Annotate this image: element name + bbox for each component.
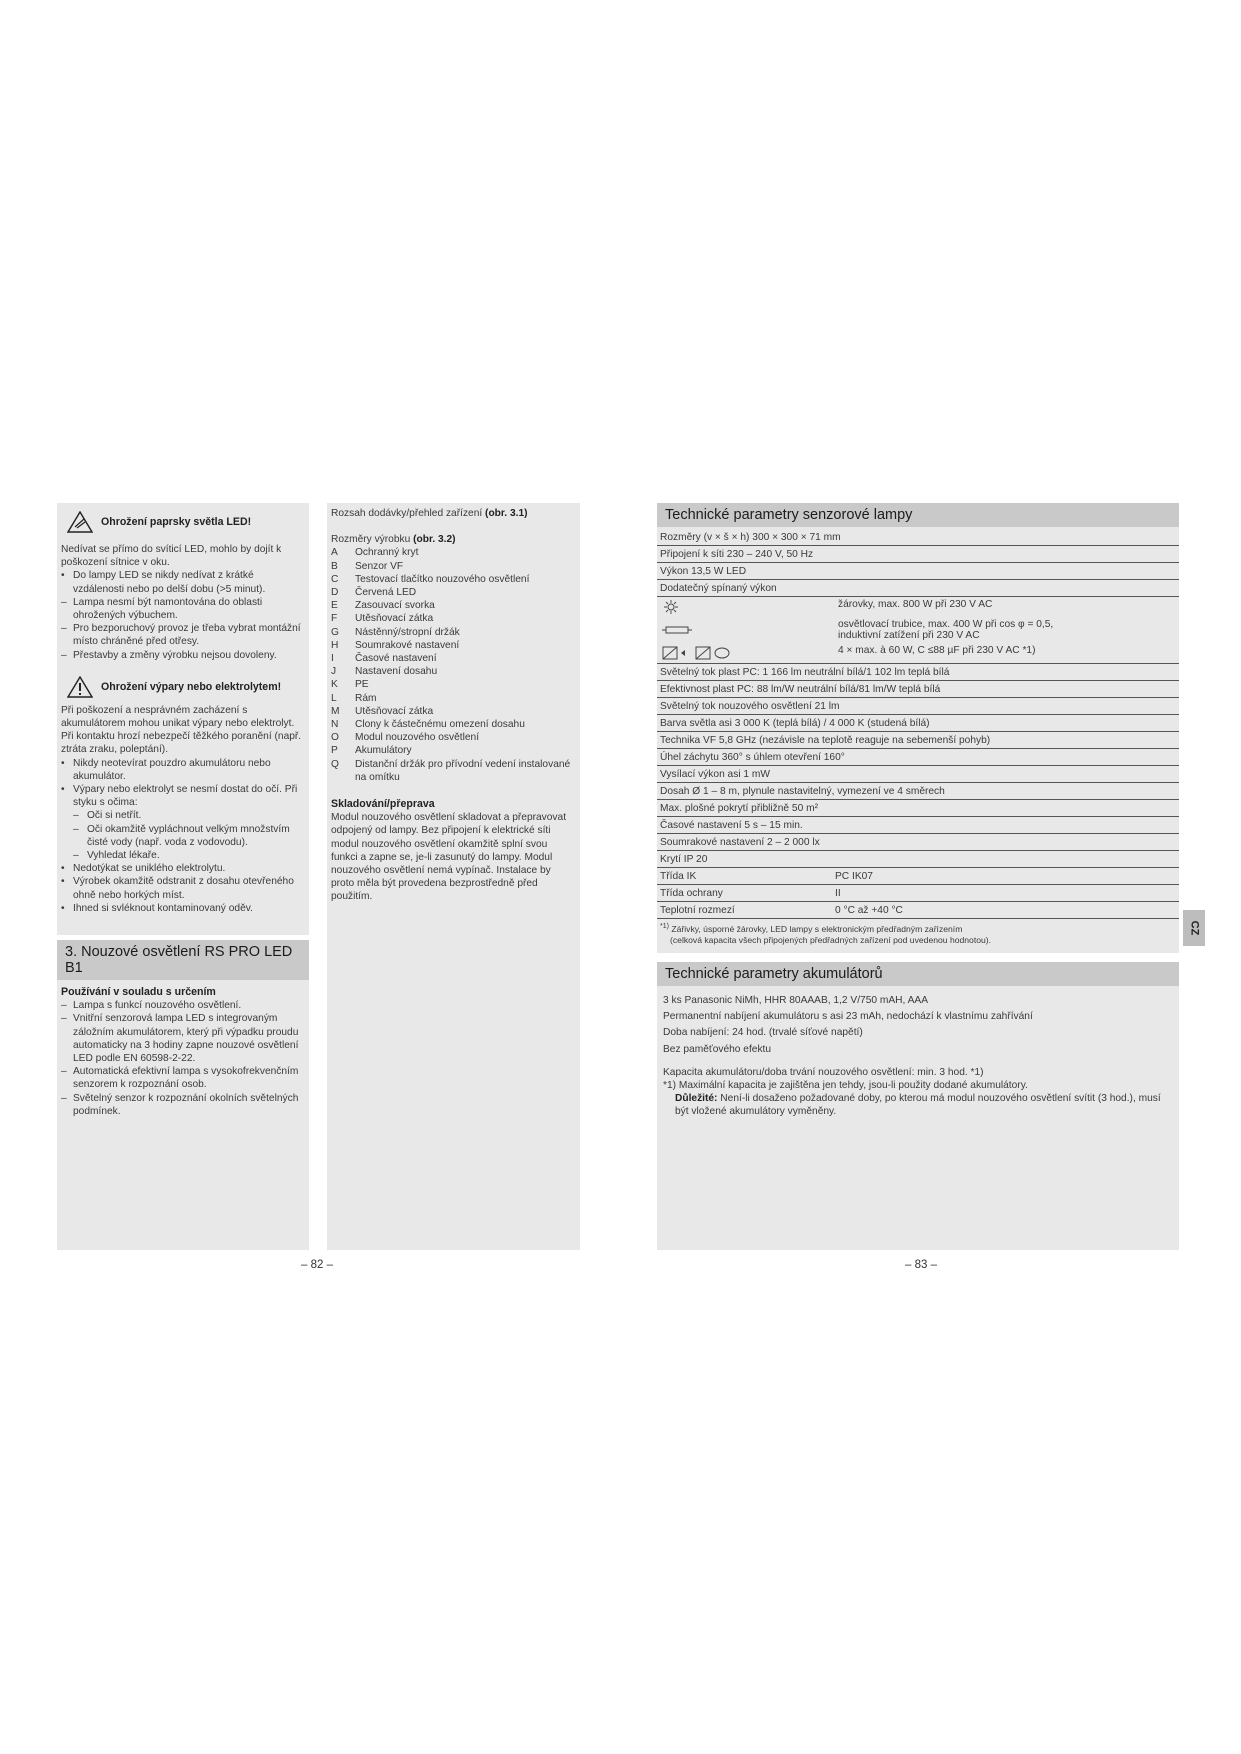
spec-row: Efektivnost plast PC: 88 lm/W neutrální bílá/81 lm/W teplá bílá [657,681,1179,698]
warning-electrolyte-list [61,757,303,810]
list-item-text: Výpary nebo elektrolyt se nesmí dostat do očí. Při styku s očima: [73,784,298,809]
section3-list [61,999,305,1118]
list-item [61,999,305,1012]
load-row [657,617,1179,643]
bullet-marker: – [73,823,79,835]
parts-list [331,546,576,784]
list-item-text: Nedotýkat se uniklého elektrolytu. [73,863,226,875]
bullet-marker: • [61,784,65,796]
spec-row: Vysílací výkon asi 1 mW [657,766,1179,783]
page-number-left: – 82 – [301,1259,333,1271]
part-name: Rám [355,692,377,704]
ballast-icon [660,645,838,661]
warning-triangle-icon [67,511,93,533]
part-letter: K [331,679,338,691]
accumulator-line: 3 ks Panasonic NiMh, HHR 80AAAB, 1,2 V/750 mAH, AAA [663,995,928,1006]
spec-row: Světelný tok nouzového osvětlení 21 lm [657,698,1179,715]
part-name: Zasouvací svorka [355,600,435,612]
part-row [331,731,576,744]
part-name: Ochranný kryt [355,547,419,559]
storage-text: Modul nouzového osvětlení skladovat a přepravovat odpojený od lampy. Bez připojení k elektrické síti modul nouzového osvětlení okamžitě splní svou funkci a zapne se, je-li zasunutý do lampy. Modul nouzového osvětlení nemá vypínač. Instalace by proto měla být provedena bezprostředně před použitím. [331,812,567,903]
bulb-icon [660,599,838,615]
list-item-text: Pro bezporuchový provoz je třeba vybrat montážní místo chráněné před otřesy. [73,623,301,648]
part-row [331,560,576,573]
dims-line: Rozměry výrobku (obr. 3.2) [331,534,456,546]
part-name: Akumulátory [355,745,412,757]
list-item-text: Oči si netřít. [87,810,142,822]
list-item [61,809,303,822]
part-name: Nástěnný/stropní držák [355,626,460,638]
bullet-marker: • [61,876,65,888]
warning-exclamation-icon [67,676,93,698]
part-letter: D [331,587,339,599]
part-row [331,652,576,665]
part-row [331,573,576,586]
list-item-text: Automatická efektivní lampa s vysokofrekvenčním senzorem k rozpoznání osob. [73,1066,299,1091]
spec-row: Rozměry (v × š × h) 300 × 300 × 71 mm [657,529,1179,546]
list-item-text: Do lampy LED se nikdy nedívat z krátké vzdálenosti nebo po delší dobu (>5 minut). [73,570,266,595]
part-row [331,758,576,784]
part-name: Distanční držák pro přívodní vedení instalované na omítku [355,758,571,783]
part-letter: L [331,692,337,704]
page-number-right: – 83 – [905,1259,937,1271]
part-letter: H [331,639,339,651]
list-item [61,757,303,783]
part-name: PE [355,679,369,691]
section3-panel [57,940,309,1250]
language-tab: CZ [1183,910,1205,946]
part-row [331,599,576,612]
part-letter: B [331,560,338,572]
spec-value: II [835,888,841,899]
part-letter: M [331,705,340,717]
part-name: Clony k částečnému omezení dosahu [355,719,525,731]
part-name: Soumrakové nastavení [355,639,460,651]
part-name: Červená LED [355,587,417,599]
part-letter: C [331,573,339,585]
accumulator-capacity: Kapacita akumulátoru/doba trvání nouzového osvětlení: min. 3 hod. *1) [663,1066,984,1078]
list-item [61,649,303,662]
spec-row: Výkon 13,5 W LED [657,563,1179,580]
load-text: osvětlovací trubice, max. 400 W při cos φ = 0,5, induktivní zatížení při 230 V AC [838,619,1054,641]
part-name: Nastavení dosahu [355,666,438,678]
load-text: 4 × max. à 60 W, C ≤88 µF při 230 V AC *1) [838,645,1036,656]
accumulator-lines [663,994,1173,1056]
warning-electrolyte-sublist [61,809,303,862]
part-row [331,639,576,652]
spec-kv-row [657,885,1179,902]
bullet-marker: – [61,1092,67,1104]
part-row [331,692,576,705]
list-item [61,569,303,595]
spec-row: Soumrakové nastavení 2 – 2 000 lx [657,834,1179,851]
part-row [331,678,576,691]
spec-row: Max. plošné pokrytí přibližně 50 m² [657,800,1179,817]
tech-params-panel [657,503,1179,953]
part-row [331,626,576,639]
spec-value: 0 °C až +40 °C [835,905,903,916]
storage-title: Skladování/přeprava [331,798,435,811]
bullet-marker: • [61,757,65,769]
tech-params-title: Technické parametry senzorové lampy [657,503,1179,527]
spec-key: Třída ochrany [660,888,723,899]
spec-value: PC IK07 [835,871,873,882]
warning-led-list [61,569,303,661]
part-letter: J [331,666,337,678]
accumulator-panel [657,962,1179,1250]
bullet-marker: • [61,863,65,875]
list-item-text: Nikdy neotevírat pouzdro akumulátoru nebo akumulátor. [73,757,271,782]
part-letter: A [331,547,338,559]
warning-electrolyte-heading: Ohrožení výpary nebo elektrolytem! [67,676,303,698]
part-letter: Q [331,758,339,770]
bullet-marker: • [61,570,65,582]
part-name: Utěsňovací zátka [355,613,434,625]
accumulator-line: Bez paměťového efektu [663,1043,772,1055]
part-name: Testovací tlačítko nouzového osvětlení [355,573,530,585]
spec-row: Dosah Ø 1 – 8 m, plynule nastavitelný, vymezení ve 4 směrech [657,783,1179,800]
spec-kv-row [657,902,1179,919]
load-row [657,643,1179,663]
spec-key: Teplotní rozmezí [660,905,735,916]
list-item-text: Výrobek okamžitě odstranit z dosahu otevřeného ohně nebo horkých míst. [73,876,294,901]
warning-led-intro: Nedívat se přímo do svíticí LED, mohlo by dojít k poškození sítnice v oku. [61,544,282,569]
part-letter: O [331,732,339,744]
list-item [61,875,303,901]
tech-footnote: $^{*1)}$ Zářivky, úsporné žárovky, LED lampy s elektronickým předřadným zařízením (celková kapacita všech připojených předřadných zařízení pod uvedenou hodnotou). [660,923,992,945]
part-letter: G [331,626,339,638]
part-letter: P [331,745,338,757]
list-item [61,849,303,862]
part-name: Utěsňovací zátka [355,705,434,717]
part-row [331,705,576,718]
part-row [331,744,576,757]
bullet-marker: – [61,596,67,608]
part-row [331,586,576,599]
bullet-marker: – [61,1013,67,1025]
warning-electrolyte-intro: Při poškození a nesprávném zacházení s akumulátorem mohou unikat výpary nebo elektrolyt. Při kontaktu hrozí nebezpečí těžkého poranění (např. ztráta zraku, poleptání). [61,704,302,756]
spec-row: Technika VF 5,8 GHz (nezávisle na teplotě reaguje na sebemenší pohyb) [657,732,1179,749]
load-row [657,597,1179,617]
spec-key: Třída IK [660,871,697,882]
accumulator-line: Permanentní nabíjení akumulátoru s asi 23 mAh, nedochází k vlastnímu zahřívání [663,1011,1033,1023]
part-name: Senzor VF [355,560,404,572]
left-column-2 [327,503,580,1250]
part-letter: I [331,653,334,665]
part-name: Modul nouzového osvětlení [355,732,480,744]
list-item [61,1065,305,1091]
accumulator-important: Důležité: Není-li dosaženo požadované doby, po kterou má modul nouzového osvětlení svítit (3 hod.), musí být vložené akumulátory vyměněny. [675,1093,1161,1118]
list-item [61,596,303,622]
list-item-text: Světelný senzor k rozpoznání okolních světelných podmínek. [73,1092,299,1117]
list-item-text: Vyhledat lékaře. [87,850,160,862]
warning-led-heading: Ohrožení paprsky světla LED! [67,511,303,533]
accumulator-line: Doba nabíjení: 24 hod. (trvalé síťové napětí) [663,1027,863,1039]
list-item [61,862,303,875]
left-column-1 [57,503,309,935]
tube-icon [660,619,838,641]
part-row [331,718,576,731]
list-item [61,622,303,648]
list-item [61,1092,305,1118]
list-item-text: Lampa s funkcí nouzového osvětlení. [73,1000,242,1012]
bullet-marker: • [61,902,65,914]
part-letter: N [331,719,339,731]
spec-row: Připojení k síti 230 – 240 V, 50 Hz [657,546,1179,563]
accumulator-title: Technické parametry akumulátorů [657,962,1179,986]
bullet-marker: – [61,1000,67,1012]
part-row [331,665,576,678]
spec-kv-row [657,868,1179,885]
list-item-text: Přestavby a změny výrobku nejsou dovoleny. [73,649,277,661]
warning-electrolyte-list-after [61,862,303,915]
spec-row: Úhel záchytu 360° s úhlem otevření 160° [657,749,1179,766]
section3-subtitle: Používání v souladu s určením [61,986,216,998]
list-item [61,823,303,849]
spec-row: Dodatečný spínaný výkon [657,580,1179,597]
spec-row: Barva světla asi 3 000 K (teplá bílá) / 4 000 K (studená bílá) [657,715,1179,732]
list-item [61,1012,305,1065]
list-item [61,783,303,809]
part-letter: E [331,600,338,612]
bullet-marker: – [61,623,67,635]
part-name: Časové nastavení [355,653,437,665]
accumulator-note: *1) Maximální kapacita je zajištěna jen tehdy, jsou-li použity dodané akumulátory. [663,1080,1028,1092]
part-letter: F [331,613,338,625]
load-text: žárovky, max. 800 W při 230 V AC [838,599,993,610]
spec-row: Časové nastavení 5 s – 15 min. [657,817,1179,834]
bullet-marker: – [61,649,67,661]
spec-row: Světelný tok plast PC: 1 166 lm neutrální bílá/1 102 lm teplá bílá [657,664,1179,681]
list-item-text: Lampa nesmí být namontována do oblasti ohrožených výbuchem. [73,596,263,622]
bullet-marker: – [73,850,79,862]
bullet-marker: – [73,810,79,822]
spec-row: Krytí IP 20 [657,851,1179,868]
part-row [331,612,576,625]
list-item-text: Vnitřní senzorová lampa LED s integrovaným záložním akumulátorem, který při výpadku proudu automaticky na 3 hodiny zapne nouzové osvětlení LED podle EN 60598-2-22. [73,1013,299,1065]
section3-title: 3. Nouzové osvětlení RS PRO LED B1 [57,940,309,980]
bullet-marker: – [61,1066,67,1078]
list-item-text: Ihned si svléknout kontaminovaný oděv. [73,902,253,914]
scope-line: Rozsah dodávky/přehled zařízení (obr. 3.1) [331,508,528,519]
part-row [331,546,576,559]
list-item [61,902,303,915]
list-item-text: Oči okamžitě vypláchnout velkým množstvím čisté vody (např. voda z vodovodu). [87,823,290,848]
